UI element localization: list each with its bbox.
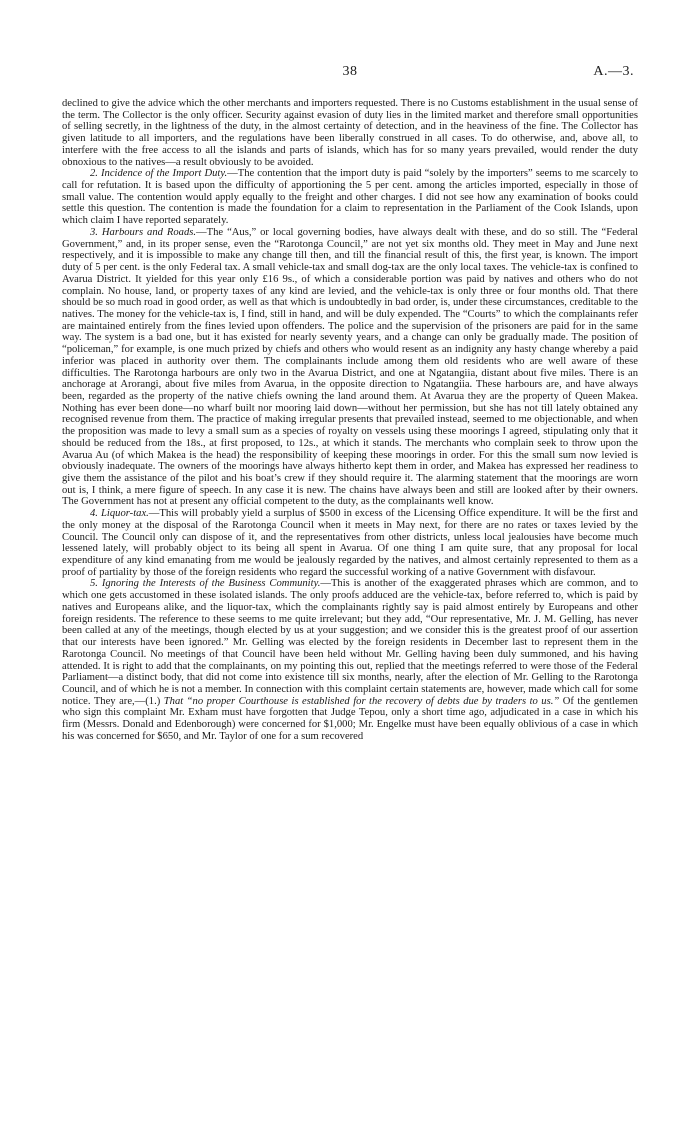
paragraph-text: —The contention that the import duty is paid “solely by the importers” seems to me scarcely to call for refutation. It is based upon the difficulty of apportioning the 5 per cent. among the articles imported, especially in those of small value. The contention would apply equally to the freight and other charges. I did not see how any examination of books could settle this question. The contention is made the foundation for a claim to representation in the Parliament of the Cook Islands, upon which claim I have reported separately.	[62, 168, 638, 227]
paragraph-customs	[62, 98, 638, 168]
paragraph-text: —This is another of the exaggerated phrases which are common, and to which one gets accustomed in these isolated islands. The only proofs adduced are the vehicle-tax, before referred to, which is paid by natives and Europeans alike, and the liquor-tax, which the complainants rightly say is paid almost entirely by Europeans and other foreign residents. The reference to these seems to me quite irrelevant; but they add, “Our representative, Mr. J. M. Gelling, has never been called at any of the meetings, though elected by us at your suggestion; and we consider this is the greatest proof of our assertion that our interests have been ignored.” Mr. Gelling was elected by the foreign residents in December last to represent them in the Rarotonga Council. No meetings of that Council have been held without Mr. Gelling having been duly summoned, and his having attended. It is right to add that the complainants, on my pointing this out, replied that the meetings referred to were those of the Federal Parliament—a distinct body, that did not come into existence till six months, nearly, after the election of Mr. Gelling to the Rarotonga Council, and of which he is not a member. In connection with this complaint certain statements are, however, made which call for some notice. They are,—(1.)	[62, 578, 638, 707]
paragraph-business-community	[62, 578, 638, 742]
paragraph-text: declined to give the advice which the other merchants and importers requested. There is no Customs establishment in the usual sense of the term. The Collector is the only officer. Security against evasion of duty lies in the limited market and therefore small opportunities of selling secretly, in the lightness of the duty, in the almost certainty of detection, and in the heaviness of the fine. The Collector has given latitude to all importers, and the regulations have been liberally construed in all cases. To do otherwise, and, above all, to interfere with the free access to all the islands and parts of islands, which has for so many years prevailed, would render the duty obnoxious to the natives—a result obviously to be avoided.	[62, 98, 638, 168]
section-heading: 5. Ignoring the Interests of the Business Community.	[90, 578, 321, 590]
section-heading: 3. Harbours and Roads.	[90, 226, 197, 238]
series-number: A.—3.	[593, 64, 634, 79]
page-number: 38	[342, 64, 358, 79]
body-text	[62, 98, 638, 743]
paragraph-harbours-roads	[62, 227, 638, 508]
quoted-complaint: That “no proper Courthouse is established for the recovery of debts due by traders to us.”	[163, 695, 560, 707]
page-header	[0, 64, 700, 84]
paragraph-import-duty	[62, 168, 638, 227]
section-heading: 4. Liquor-tax.	[90, 508, 149, 520]
paragraph-text: —The “Aus,” or local governing bodies, have always dealt with these, and do so still. The “Federal Government,” and, in its proper sense, even the “Rarotonga Council,” are not yet six months old. They meet in May and June next respectively, and it is impossible to make any change till then, and till the financial result of this, the first year, is known. The import duty of 5 per cent. is the only Federal tax. A small vehicle-tax and small dog-tax are the only local taxes. The vehicle-tax is confined to Avarua District. It yielded for this year only £16 9s., of which a considerable portion was paid by natives and others who do not complain. No house, land, or property taxes of any kind are levied, and the vehicle-tax is only three or four months old. That there should be so much road in good order, as well as that which is undoubtedly in bad order, is, under these circumstances, creditable to the natives. The money for the vehicle-tax is, I find, still in hand, and will be duly expended. The “Courts” to which the complainants refer are maintained entirely from the fines levied upon offenders. The police and the supervision of the prisoners are paid for in the same way. The system is a bad one, but it has existed for nearly seventy years, and a change can only be gradually made. The position of “policeman,” for example, is one much prized by chiefs and others who would resent as an indignity any hasty change whereby a paid inferior was placed in authority over them. The complainants include among them old residents who are well aware of these difficulties. The Rarotonga harbours are only two in the Avarua District, and one at Ngatangiia, distant about five miles. There is an anchorage at Arorangi, about five miles from Avarua, in the opposite direction to Ngatangiia. These harbours are, and have always been, regarded as the property of the native chiefs owning the land around them. At Avarua they are the property of Queen Makea. Nothing has ever been done—no wharf built nor mooring laid down—without her permission, but she has not till lately obtained any recognised revenue from them. The practice of making irregular presents that prevailed instead, seemed to me objectionable, and when the proposition was made to levy a small sum as a species of royalty on vessels using these moorings I agreed, stipulating only that it should be reduced from the 18s., at first proposed, to 12s., at which it stands. The merchants who complain seek to throw upon the Avarua Au (of which Makea is the head) the responsibility of keeping these moorings in order. For this the small sum now levied is obviously inadequate. The owners of the moorings have always hitherto kept them in order, and Makea has expressed her readiness to give them the assistance of the pilot and his boat’s crew if they should require it. The alarming statement that the moorings are worn out is, I think, a mere figure of speech. In any case it is new. The chains have always been and still are looked after by their owners. The Government has not at present any official competent to the duty, as the complainants well know.	[62, 226, 639, 508]
paragraph-text: Of the gentlemen who sign this complaint Mr. Exham must have forgotten that Judge Tepou, only a short time ago, adjudicated in a case in which his firm (Messrs. Donald and Edenborough) were concerned for $1,000; Mr. Engelke must have been equally oblivious of a case in which his was concerned for $650, and Mr. Taylor of one for a sum recovered	[62, 695, 638, 742]
paragraph-liquor-tax	[62, 508, 638, 578]
paragraph-text: —This will probably yield a surplus of $500 in excess of the Licensing Office expenditure. It will be the first and the only money at the disposal of the Rarotonga Council when it meets in May next, for there are no rates or taxes levied by the Council. The Council only can dispose of it, and the representatives from other districts, unless local jealousies have become much lessened lately, will probably object to its being all spent in Avarua. Of one thing I am quite sure, that any proposal for local expenditure of any kind emanating from me would be jealously regarded by the natives, and almost certainly represented to them as a proof of partiality by those of the foreign residents who regard the successful working of a native Government with disfavour.	[62, 508, 638, 578]
section-heading: 2. Incidence of the Import Duty.	[90, 168, 228, 180]
